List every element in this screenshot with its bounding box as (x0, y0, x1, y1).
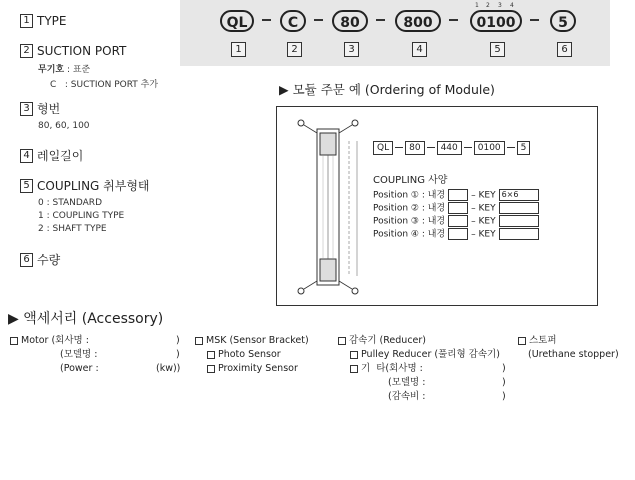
msk-checkbox[interactable] (195, 337, 203, 345)
small-index: 1 (475, 2, 479, 9)
ordering-title: ▶ 모듈 주문 예 (Ordering of Module) (279, 82, 495, 97)
module-drawing (287, 111, 367, 303)
code-dash (314, 19, 323, 21)
order-code-part: QL (373, 141, 393, 155)
position-row: Position ③ : 내경 – KEY (373, 215, 539, 228)
coupling-item: 2 : SHAFT TYPE (38, 224, 107, 234)
bore-field (448, 215, 468, 227)
code-index: 1 (231, 42, 246, 57)
stopper-block: 스토퍼 (Urethane stopper) (518, 334, 619, 362)
coupling-section (20, 175, 150, 234)
code-part: 800 (395, 10, 441, 32)
key-field (499, 202, 539, 214)
index-box: 5 (20, 179, 33, 193)
reducer-block: 감속기 (Reducer) Pulley Reducer (풀리형 감속기) 기 타(회사명 : ) (모델명 : ) (감속비 : ) (338, 334, 500, 404)
corner-circle (298, 120, 304, 126)
code-index: 3 (344, 42, 359, 57)
motor-checkbox[interactable] (10, 337, 18, 345)
bore-field (448, 189, 468, 201)
suction-line1: 무기호 : 표준 (38, 65, 91, 75)
coupling-item: 1 : COUPLING TYPE (38, 211, 125, 221)
qty-title: 수량 (37, 253, 61, 267)
code-dash (449, 19, 458, 21)
code-part: C (280, 10, 306, 32)
pulley-reducer-checkbox[interactable] (350, 351, 358, 359)
code-dash (530, 19, 539, 21)
rail-title: 레일길이 (37, 149, 84, 163)
position-row: Position ② : 내경 – KEY (373, 202, 539, 215)
proximity-sensor-checkbox[interactable] (207, 365, 215, 373)
code-index: 4 (412, 42, 427, 57)
code-index: 2 (287, 42, 302, 57)
model-title: 형번 (37, 102, 61, 116)
order-code (373, 137, 530, 156)
model-values: 80, 60, 100 (38, 121, 90, 131)
order-code-part: 5 (517, 141, 531, 155)
code-band (180, 0, 610, 66)
position-row: Position ④ : 내경 – KEY (373, 228, 539, 241)
module-box (276, 106, 598, 306)
bore-field (448, 202, 468, 214)
bore-field (448, 228, 468, 240)
code-dash (262, 19, 271, 21)
stopper-checkbox[interactable] (518, 337, 526, 345)
key-field (499, 215, 539, 227)
key-field (499, 228, 539, 240)
order-code-part: 80 (405, 141, 424, 155)
index-box: 3 (20, 102, 33, 116)
suction-title: SUCTION PORT (37, 44, 127, 58)
coupling-item: 0 : STANDARD (38, 198, 102, 208)
order-code-part: 440 (437, 141, 462, 155)
index-box: 1 (20, 14, 33, 28)
motor-block: Motor (회사명 : ) (모델명 : ) (Power : (kw)) (10, 334, 99, 376)
index-box: 6 (20, 253, 33, 267)
bottom-block (320, 259, 336, 281)
corner-circle (298, 288, 304, 294)
accessory-title: ▶ 액세서리 (Accessory) (8, 311, 164, 327)
photo-sensor-checkbox[interactable] (207, 351, 215, 359)
qty-section (20, 249, 60, 268)
corner-circle (352, 120, 358, 126)
order-code-part: 0100 (474, 141, 505, 155)
type-title: TYPE (37, 14, 67, 28)
code-index: 5 (490, 42, 505, 57)
msk-block: MSK (Sensor Bracket) Photo Sensor Proximity Sensor (195, 334, 309, 376)
code-part: 0100 (470, 10, 522, 32)
rail-section (20, 145, 83, 164)
coupling-title: COUPLING 취부형태 (37, 179, 150, 193)
code-index: 6 (557, 42, 572, 57)
code-part: 5 (550, 10, 576, 32)
key-field: 6×6 (499, 189, 539, 201)
other-reducer-checkbox[interactable] (350, 365, 358, 373)
small-index: 4 (510, 2, 514, 9)
position-row: Position ① : 내경 – KEY 6×6 (373, 189, 539, 202)
suction-section (20, 40, 158, 90)
suction-line2: C : SUCTION PORT 추가 (50, 80, 159, 90)
type-section (20, 10, 66, 29)
code-part: QL (220, 10, 254, 32)
model-section (20, 98, 90, 131)
index-box: 4 (20, 149, 33, 163)
small-index: 3 (498, 2, 502, 9)
coupling-spec-title: COUPLING 사양 (373, 175, 448, 186)
reducer-checkbox[interactable] (338, 337, 346, 345)
position-list (373, 189, 539, 241)
corner-circle (352, 288, 358, 294)
index-box: 2 (20, 44, 33, 58)
small-index: 2 (486, 2, 490, 9)
top-block (320, 133, 336, 155)
code-part: 80 (332, 10, 368, 32)
code-dash (376, 19, 385, 21)
